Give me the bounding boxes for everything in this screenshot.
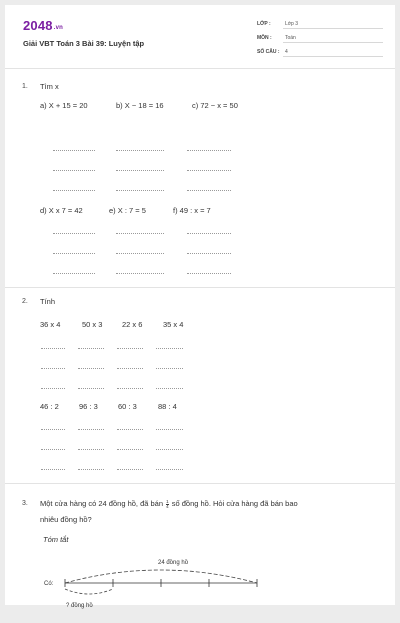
answer-line [156, 388, 183, 389]
q2-item: 96 : 3 [79, 402, 98, 411]
meta-count-value: 4 [285, 49, 288, 55]
meta-grade-label: LỚP : [257, 21, 271, 27]
q2-item: 60 : 3 [118, 402, 137, 411]
q2-item: 46 : 2 [40, 402, 59, 411]
q2-item: 88 : 4 [158, 402, 177, 411]
answer-line [53, 170, 95, 171]
q3-number: 3. [22, 500, 28, 507]
meta-underline [283, 28, 383, 29]
meta-underline [283, 42, 383, 43]
answer-line [117, 469, 143, 470]
answer-line [78, 368, 104, 369]
answer-line [116, 233, 164, 234]
q3-text-line2: nhiêu đồng hồ? [40, 515, 92, 524]
q2-item: 22 x 6 [122, 320, 143, 329]
logo-suffix: .vn [53, 25, 64, 31]
meta-subject-label: MÔN : [257, 35, 272, 41]
q3-fraction-numerator: 1 [166, 498, 169, 504]
header-divider [5, 68, 395, 69]
q3-text-after: số đồng hồ. Hỏi cửa hàng đã bán bao [171, 499, 298, 508]
answer-line [116, 150, 164, 151]
answer-line [156, 429, 183, 430]
answer-line [156, 368, 183, 369]
diagram-row-label: Có: [44, 581, 54, 587]
meta-subject [257, 32, 383, 44]
q1-item-a: a) X + 15 = 20 [40, 101, 88, 110]
answer-line [116, 273, 164, 274]
document-page [5, 5, 395, 609]
site-logo[interactable] [23, 18, 63, 33]
answer-line [117, 388, 143, 389]
answer-line [187, 253, 231, 254]
answer-line [117, 449, 143, 450]
meta-grade [257, 18, 383, 30]
answer-line [117, 348, 143, 349]
answer-line [53, 150, 95, 151]
answer-line [187, 150, 231, 151]
q3-fraction [166, 500, 169, 509]
logo-text: 2048 [23, 18, 53, 33]
answer-line [187, 190, 231, 191]
answer-line [78, 348, 104, 349]
q2-item: 35 x 4 [163, 320, 184, 329]
q1-title: Tìm x [40, 82, 59, 91]
document-title: Giải VBT Toán 3 Bài 39: Luyện tập [23, 39, 145, 48]
q3-text-line1 [40, 499, 298, 509]
section-divider [5, 287, 395, 288]
answer-line [41, 368, 65, 369]
answer-line [156, 449, 183, 450]
answer-line [117, 368, 143, 369]
q2-item: 36 x 4 [40, 320, 61, 329]
meta-grade-value: Lớp 3 [285, 21, 299, 27]
answer-line [53, 233, 95, 234]
meta-underline [283, 56, 383, 57]
answer-line [78, 388, 104, 389]
q2-title: Tính [40, 297, 56, 306]
answer-line [78, 469, 104, 470]
meta-count-label: SỐ CÂU : [257, 49, 280, 55]
answer-line [78, 449, 104, 450]
diagram-top-label: 24 đồng hồ [158, 560, 189, 566]
answer-line [187, 170, 231, 171]
document-header [5, 5, 395, 65]
q1-item-e: e) X : 7 = 5 [109, 206, 146, 215]
q2-item: 50 x 3 [82, 320, 103, 329]
answer-line [156, 469, 183, 470]
answer-line [41, 348, 65, 349]
q1-item-d: d) X x 7 = 42 [40, 206, 83, 215]
q1-item-f: f) 49 : x = 7 [173, 206, 211, 215]
answer-line [116, 190, 164, 191]
answer-line [53, 190, 95, 191]
answer-line [117, 429, 143, 430]
q3-text-before: Một cửa hàng có 24 đồng hồ, đã bán [40, 499, 164, 508]
q3-fraction-denominator: 4 [166, 503, 169, 509]
q1-number: 1. [22, 83, 28, 90]
diagram-bottom-label: ? đồng hồ [66, 603, 93, 609]
answer-line [41, 388, 65, 389]
answer-line [156, 348, 183, 349]
answer-line [41, 449, 65, 450]
q1-item-b: b) X − 18 = 16 [116, 101, 164, 110]
answer-line [78, 429, 104, 430]
answer-line [187, 273, 231, 274]
answer-line [53, 253, 95, 254]
answer-line [187, 233, 231, 234]
answer-line [116, 170, 164, 171]
tape-diagram [5, 553, 395, 623]
summary-title: Tóm tắt [43, 535, 69, 544]
diagram-bottom-brace [65, 589, 113, 594]
q1-item-c: c) 72 − x = 50 [192, 101, 238, 110]
answer-line [41, 469, 65, 470]
answer-line [41, 429, 65, 430]
meta-subject-value: Toán [285, 35, 296, 41]
q2-number: 2. [22, 298, 28, 305]
answer-line [53, 273, 95, 274]
answer-line [116, 253, 164, 254]
section-divider [5, 483, 395, 484]
meta-count [257, 46, 383, 58]
